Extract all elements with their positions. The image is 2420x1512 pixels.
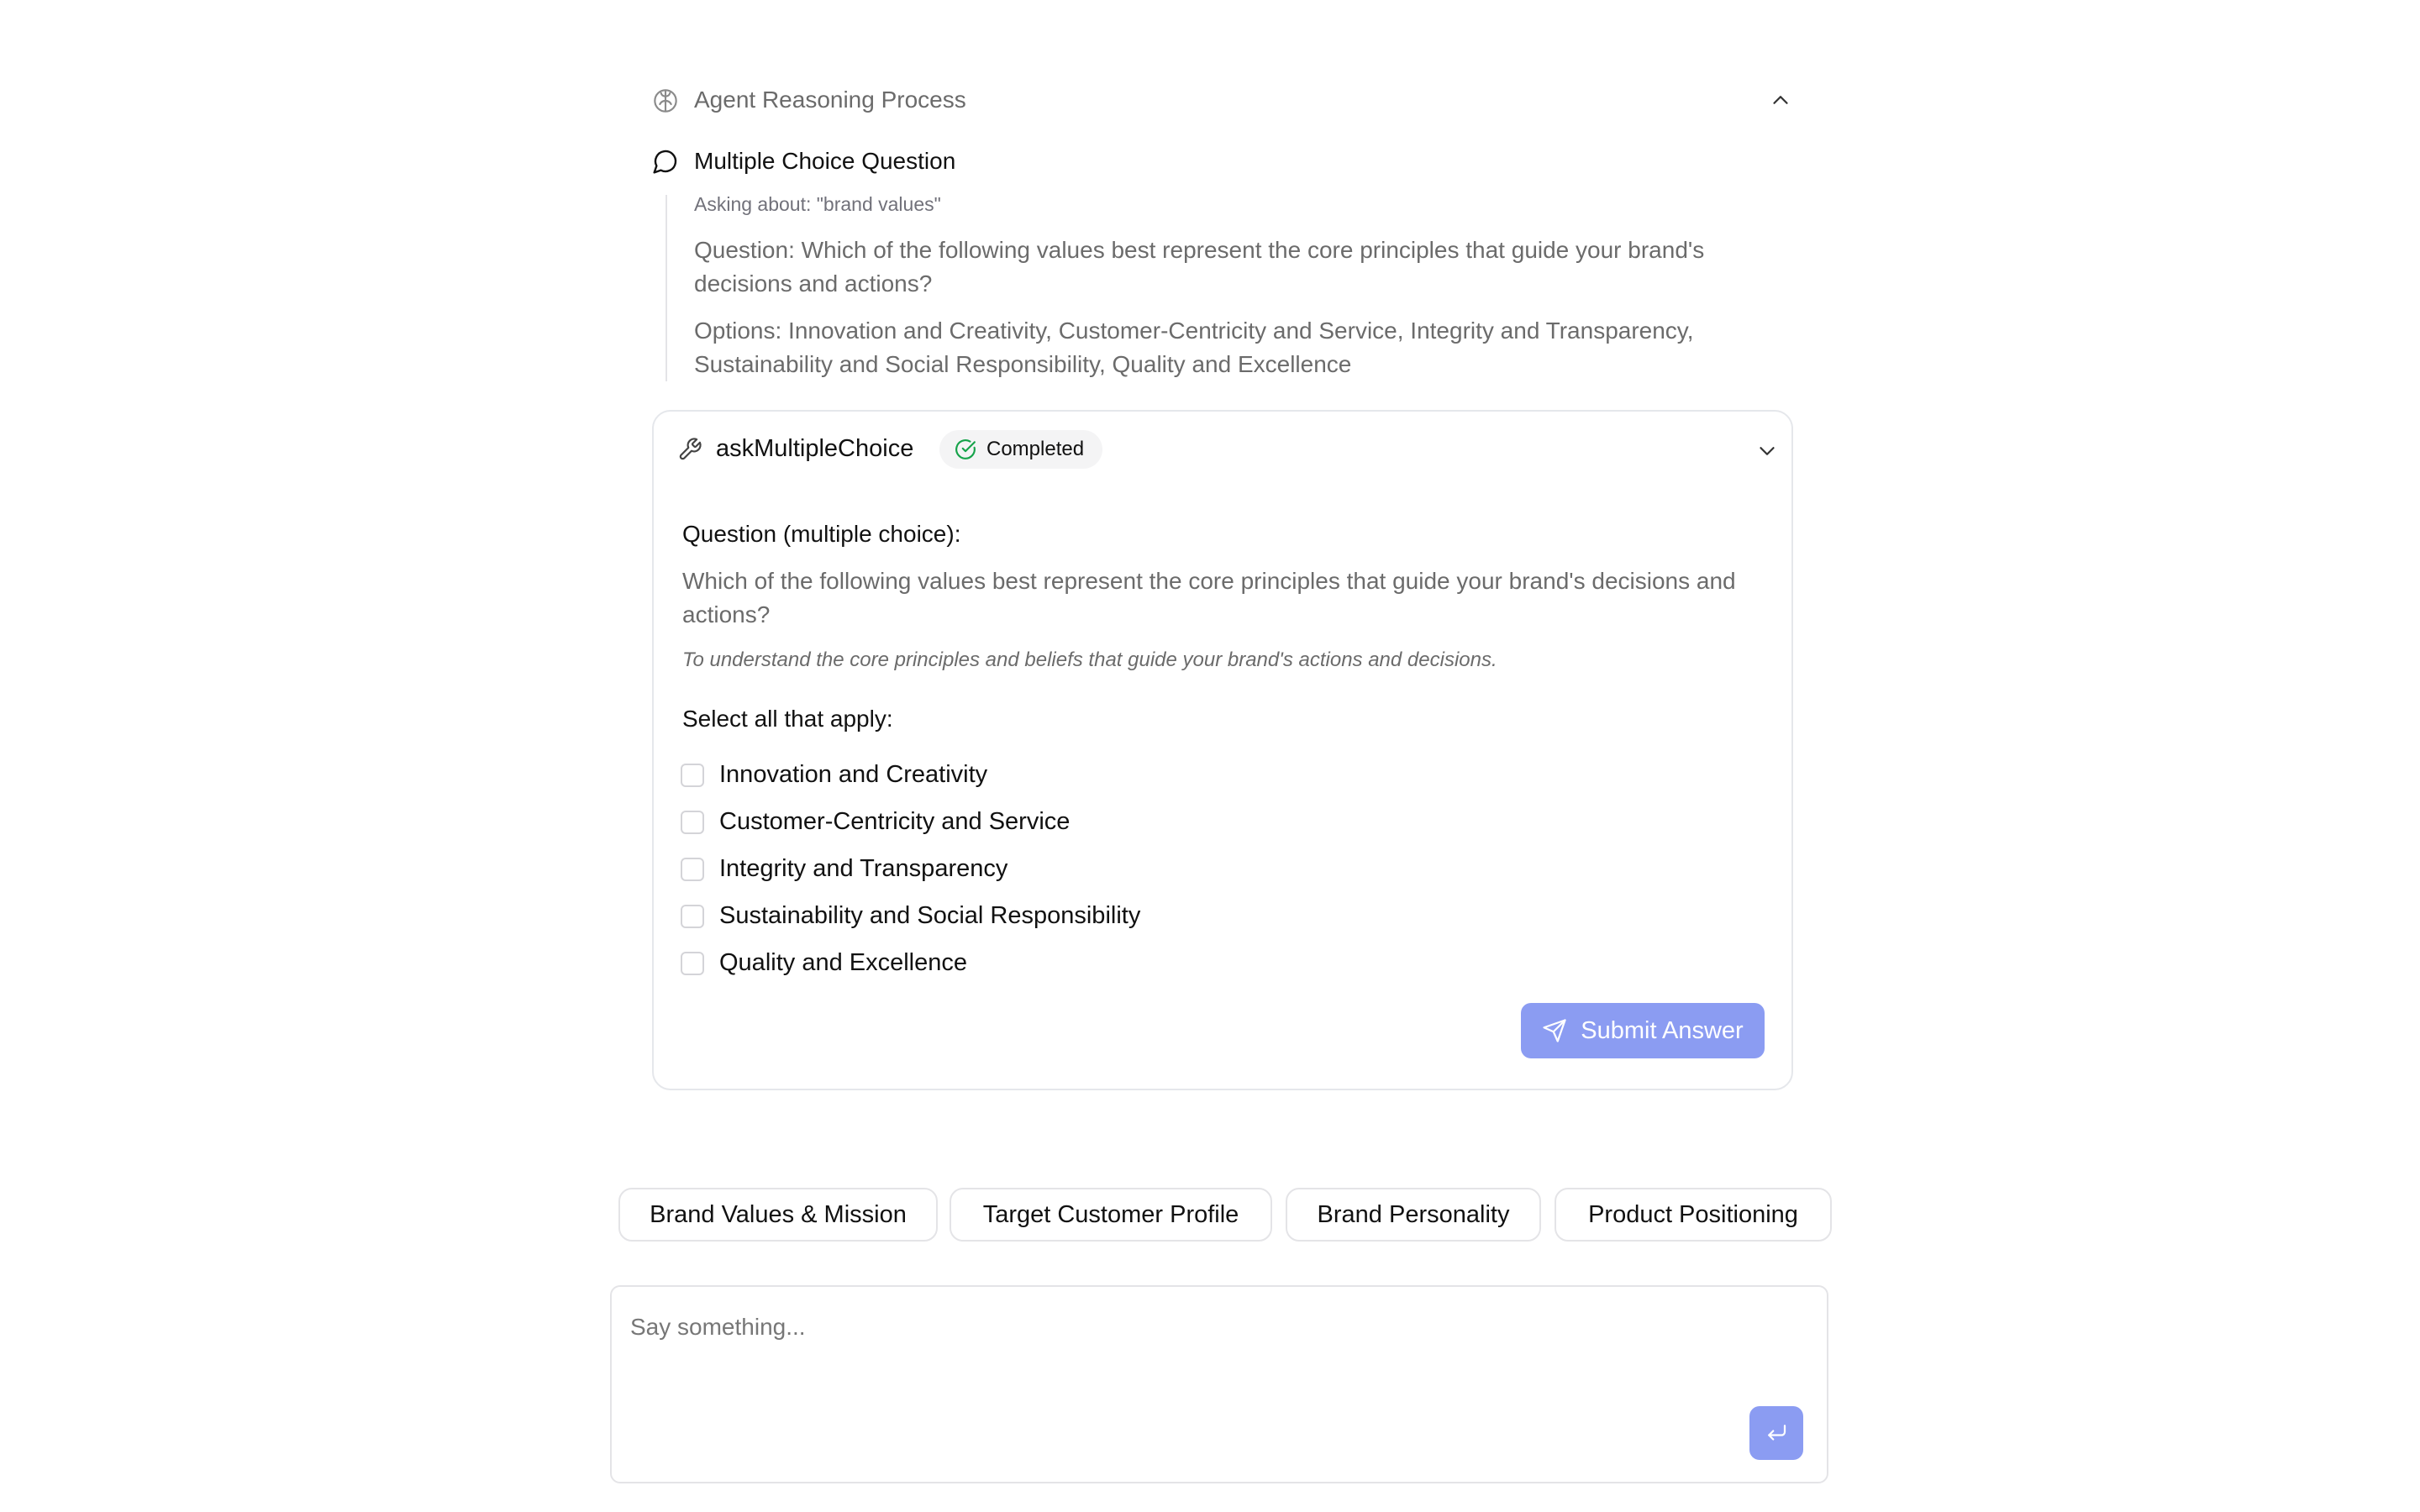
suggestion-product-positioning[interactable]: Product Positioning (1555, 1188, 1832, 1242)
option-customer-centricity[interactable] (681, 808, 1070, 836)
suggestion-brand-values[interactable]: Brand Values & Mission (618, 1188, 938, 1242)
step-question: Question: Which of the following values best represent the core principles that guide your brand's decisions and actions? (694, 237, 1705, 297)
option-quality[interactable] (681, 949, 967, 977)
question-label: Question (multiple choice): (682, 521, 961, 547)
send-button[interactable] (1749, 1406, 1803, 1460)
question-purpose: To understand the core principles and beliefs that guide your brand's actions and decisions. (682, 648, 1497, 671)
suggestion-brand-personality[interactable]: Brand Personality (1286, 1188, 1541, 1242)
option-integrity[interactable] (681, 855, 1007, 883)
wrench-icon (677, 437, 702, 462)
message-input[interactable] (630, 1307, 1723, 1347)
suggestion-target-customer[interactable]: Target Customer Profile (950, 1188, 1272, 1242)
option-label[interactable]: Innovation and Creativity (719, 761, 988, 788)
option-label[interactable]: Customer-Centricity and Service (719, 808, 1071, 835)
reasoning-title[interactable]: Agent Reasoning Process (694, 87, 966, 113)
checkbox[interactable] (681, 811, 704, 834)
tool-name: askMultipleChoice (716, 435, 914, 462)
checkbox[interactable] (681, 905, 704, 928)
chevron-up-icon[interactable] (1768, 87, 1793, 113)
send-icon (1542, 1018, 1567, 1043)
check-circle-icon (955, 438, 976, 460)
status-label: Completed (986, 438, 1085, 460)
checkbox[interactable] (681, 764, 704, 787)
option-sustainability[interactable] (681, 902, 1140, 930)
checkbox[interactable] (681, 858, 704, 881)
option-label[interactable]: Quality and Excellence (719, 949, 967, 976)
checkbox[interactable] (681, 952, 704, 975)
step-options: Options: Innovation and Creativity, Customer-Centricity and Service, Integrity and Transparency, Sustainability and Social Responsibility, Quality and Excellence (694, 318, 1694, 377)
enter-icon (1764, 1420, 1789, 1446)
option-label[interactable]: Sustainability and Social Responsibility (719, 902, 1141, 929)
option-innovation[interactable] (681, 761, 987, 789)
step-title: Multiple Choice Question (694, 148, 956, 174)
thread-divider (666, 195, 667, 381)
chevron-down-icon[interactable] (1754, 438, 1780, 464)
question-text: Which of the following values best represent the core principles that guide your brand's decisions and actions? (682, 568, 1736, 627)
tool-card (652, 410, 1793, 1090)
status-badge (939, 430, 1102, 469)
message-circle-icon (652, 148, 679, 175)
submit-answer-button[interactable] (1521, 1003, 1765, 1058)
submit-label: Submit Answer (1581, 1016, 1744, 1044)
option-label[interactable]: Integrity and Transparency (719, 855, 1008, 882)
asking-about: Asking about: "brand values" (694, 193, 941, 215)
brain-icon (652, 87, 679, 114)
select-all-label: Select all that apply: (682, 706, 893, 732)
